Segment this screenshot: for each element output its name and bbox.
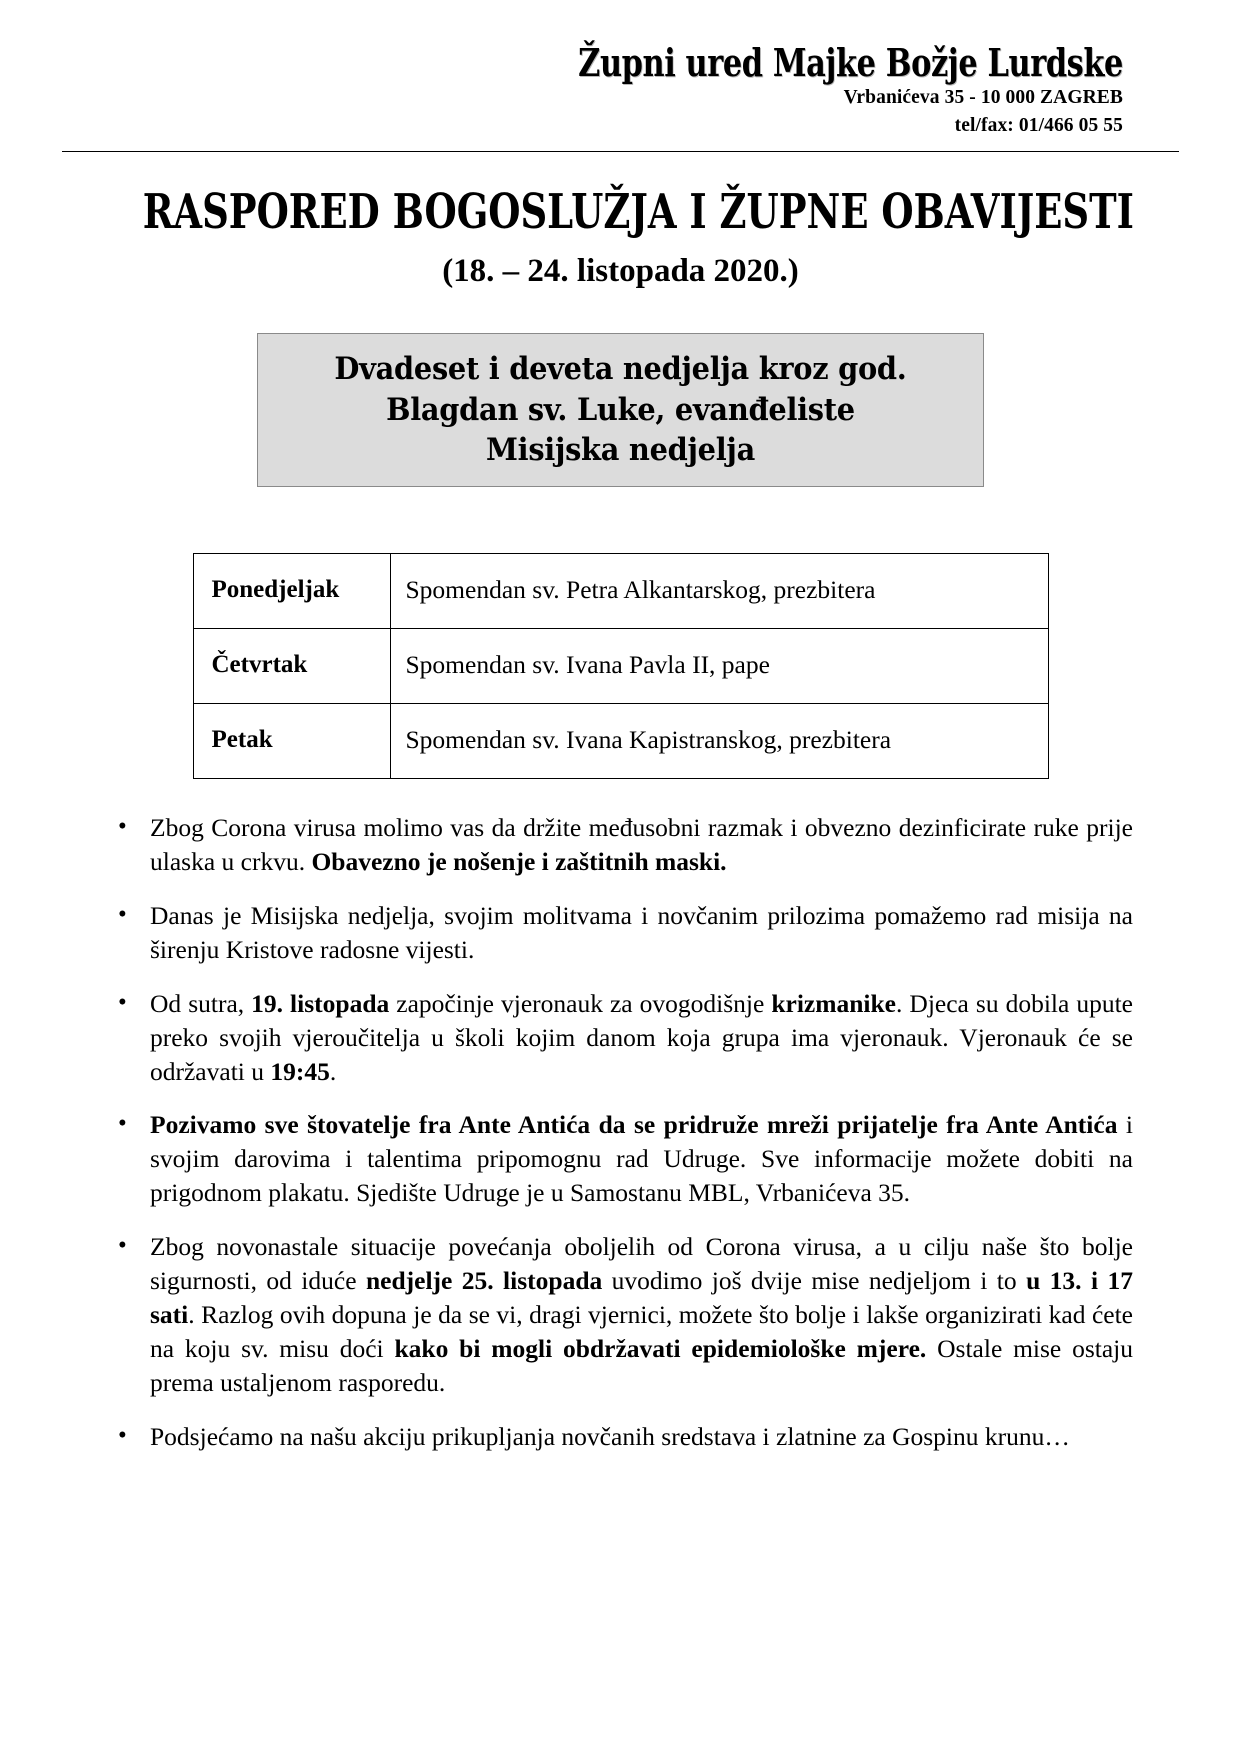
notice-text-run: . Razlog ovih dopuna je da se vi, dragi vjernici, možete što bolje i lakše organizirati kad ćete na koju sv. misu doći bbox=[150, 1300, 1133, 1363]
notice-text-run: i svojim darovima i talentima pripomognu rad Udruge. Sve informacije možete dobiti na prigodnom plakatu. Sjedište Udruge je u Samostanu MBL, Vrbanićeva 35. bbox=[150, 1110, 1133, 1208]
notice-akcija-gospina-kruna bbox=[108, 1420, 1133, 1454]
feast-line-3: Misijska nedjelja bbox=[486, 431, 755, 468]
bullet-icon: • bbox=[118, 813, 127, 841]
saints-table-body bbox=[193, 554, 1048, 779]
table-row bbox=[193, 704, 1048, 779]
notice-text-run: . Djeca su dobila upute preko svojih vjeroučitelja u školi kojim danom koja grupa ima vjeronauk. Vjeronauk će se održavati u bbox=[150, 988, 1134, 1086]
notice-text-run: . bbox=[329, 1056, 337, 1086]
notice-text-run: Pozivamo sve štovatelje fra Ante Antića da se pridruže mreži prijatelje fra Ante Antića bbox=[150, 1110, 1118, 1140]
feast-line-1: Dvadeset i deveta nedjelja kroz god. bbox=[334, 351, 907, 388]
table-cell-description: Spomendan sv. Ivana Kapistranskog, prezbitera bbox=[390, 704, 1048, 779]
notices-list bbox=[108, 811, 1133, 1454]
notice-text-run: Zbog novonastale situacije povećanja oboljelih od Corona virusa, a u cilju naše što bolje sigurnosti, od iduće bbox=[150, 1232, 1133, 1296]
notice-text-run: 19:45 bbox=[270, 1056, 330, 1086]
bullet-icon: • bbox=[118, 900, 127, 928]
notice-text-run: Obavezno je nošenje i zaštitnih maski. bbox=[311, 847, 727, 877]
notice-text-run: Danas je Misijska nedjelja, svojim molitvama i novčanim prilozima pomažemo rad misija na širenju Kristove radosne vijesti. bbox=[150, 900, 1133, 964]
bullet-icon: • bbox=[118, 988, 127, 1016]
bullet-icon: • bbox=[118, 1421, 127, 1449]
organization-phone: tel/fax: 01/466 05 55 bbox=[954, 115, 1123, 137]
notice-text-run: započinje vjeronauk za ovogodišnje bbox=[389, 988, 772, 1018]
table-cell-day: Petak bbox=[193, 704, 390, 779]
page-subtitle: (18. – 24. listopada 2020.) bbox=[442, 252, 799, 289]
feast-highlight-box bbox=[257, 333, 984, 487]
organization-title: Župni ured Majke Božje Lurdske bbox=[578, 40, 1123, 85]
header-divider bbox=[62, 151, 1179, 152]
page-title: RASPORED BOGOSLUŽJA I ŽUPNE OBAVIJESTI bbox=[142, 183, 1134, 240]
table-row bbox=[193, 629, 1048, 704]
notice-text-run: 19. listopada bbox=[251, 988, 390, 1018]
organization-address: Vrbanićeva 35 - 10 000 ZAGREB bbox=[843, 87, 1123, 109]
notice-text-run: uvodimo još dvije mise nedjeljom i to bbox=[602, 1266, 1027, 1296]
notice-text-run: u 13. i 17 sati bbox=[150, 1266, 1133, 1330]
notice-fra-ante-antic bbox=[108, 1108, 1133, 1210]
bullet-icon: • bbox=[118, 1110, 127, 1138]
notice-text-run: krizmanike bbox=[771, 988, 897, 1018]
bullet-icon: • bbox=[118, 1232, 127, 1260]
saints-table bbox=[193, 553, 1049, 779]
notice-text-run: Zbog Corona virusa molimo vas da držite međusobni razmak i obvezno dezinficirate ruke prije ulaska u crkvu. bbox=[150, 813, 1133, 877]
notice-text-run: Od sutra, bbox=[150, 988, 252, 1018]
notice-corona-distance bbox=[108, 811, 1133, 879]
notice-text-run: kako bi mogli obdržavati epidemiološke mjere. bbox=[394, 1333, 927, 1363]
table-cell-day: Četvrtak bbox=[193, 629, 390, 704]
table-cell-description: Spomendan sv. Ivana Pavla II, pape bbox=[390, 629, 1048, 704]
table-cell-description: Spomendan sv. Petra Alkantarskog, prezbitera bbox=[390, 554, 1048, 629]
feast-line-2: Blagdan sv. Luke, evanđeliste bbox=[386, 391, 855, 428]
notice-vjeronauk-krizmanici bbox=[108, 987, 1133, 1089]
table-row bbox=[193, 554, 1048, 629]
notice-dodatne-mise bbox=[108, 1230, 1133, 1400]
notice-text-run: nedjelje 25. listopada bbox=[365, 1266, 603, 1296]
letterhead bbox=[0, 0, 1241, 140]
table-cell-day: Ponedjeljak bbox=[193, 554, 390, 629]
notice-misijska-nedjelja bbox=[108, 899, 1133, 967]
notice-text-run: Ostale mise ostaju prema ustaljenom rasporedu. bbox=[150, 1333, 1134, 1397]
notice-text-run: Podsjećamo na našu akciju prikupljanja novčanih sredstava i zlatnine za Gospinu krunu… bbox=[150, 1421, 1070, 1451]
